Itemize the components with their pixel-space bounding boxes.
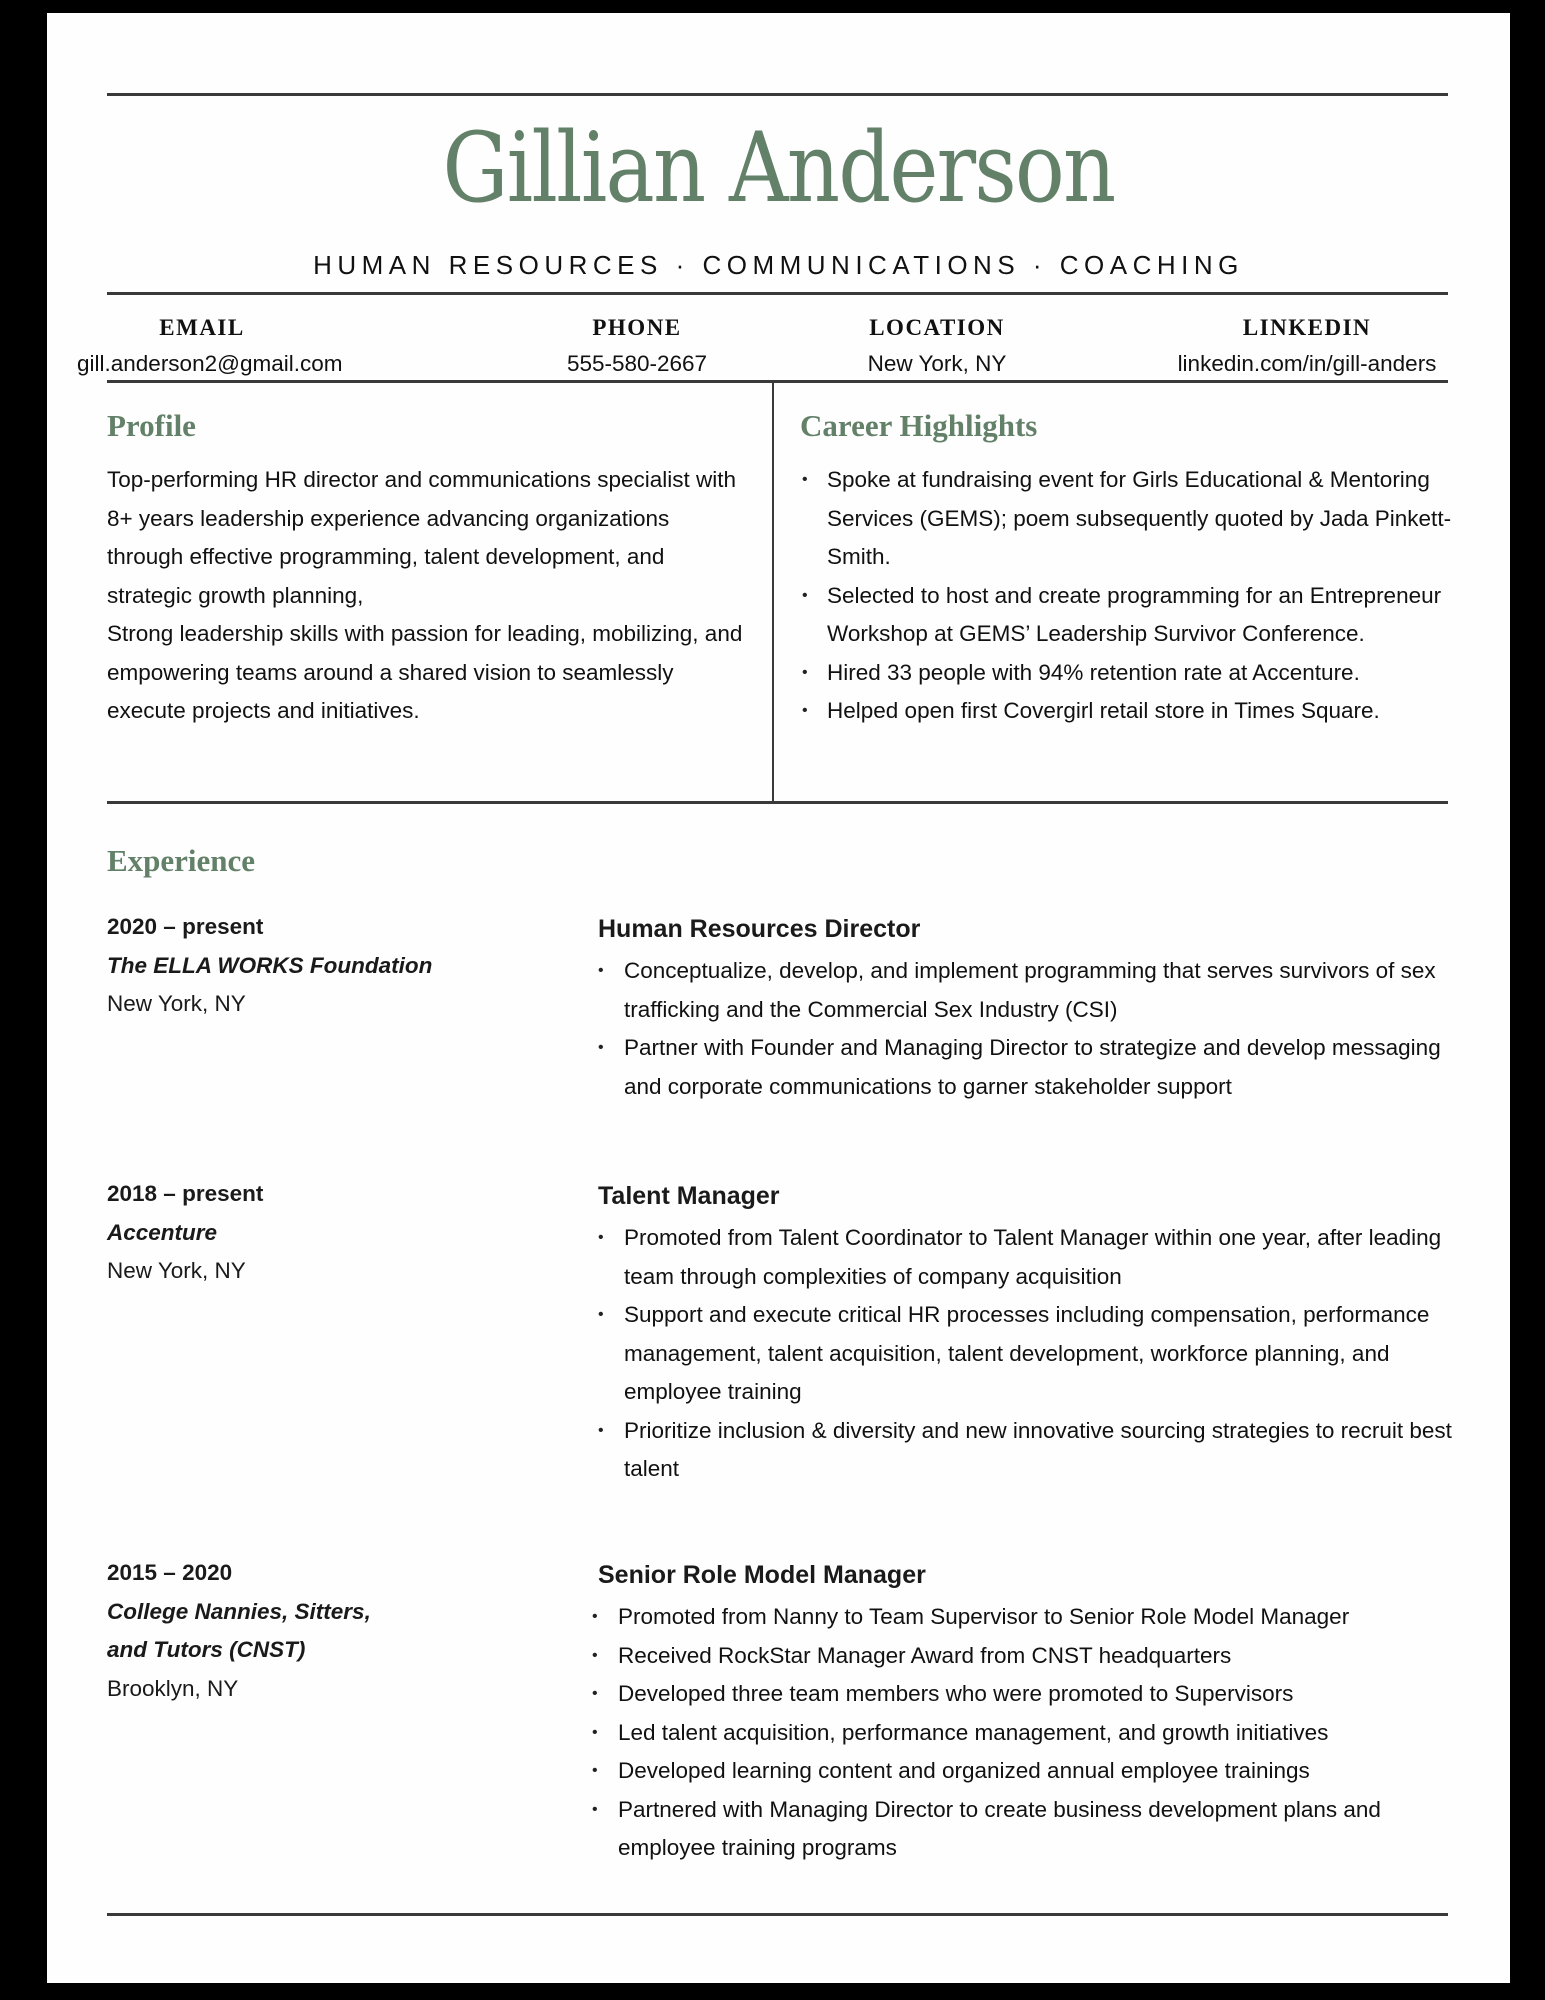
- job-dates: 2020 – present: [107, 914, 264, 939]
- column-divider: [772, 381, 774, 801]
- job-bullets: [598, 1219, 1458, 1489]
- contact-linkedin: [1147, 313, 1467, 381]
- contact-phone: [527, 313, 747, 381]
- section-rule: [107, 801, 1448, 804]
- job-bullet: • Promoted from Talent Coordinator to Talent Manager within one year, after leading team through complexities of company acquisition: [598, 1219, 1458, 1296]
- job-1-meta: [107, 908, 527, 1024]
- job-2-meta: [107, 1175, 527, 1291]
- profile-paragraph-2: Strong leadership skills with passion for leading, mobilizing, and empowering teams around a shared vision to seamlessly execute projects and initiatives.: [107, 621, 743, 723]
- job-organization-line-2: and Tutors (CNST): [107, 1637, 306, 1662]
- job-title: Human Resources Director: [598, 915, 921, 943]
- contact-label: EMAIL: [159, 315, 245, 340]
- job-organization: Accenture: [107, 1219, 218, 1245]
- candidate-name: Gillian Anderson: [442, 112, 1115, 224]
- job-organization: The ELLA WORKS Foundation: [107, 952, 433, 978]
- contact-bottom-rule: [107, 380, 1448, 383]
- job-location: New York, NY: [107, 1258, 246, 1283]
- job-title: Talent Manager: [598, 1182, 780, 1210]
- job-location: New York, NY: [107, 991, 246, 1016]
- job-bullet: • Partner with Founder and Managing Director to strategize and develop messaging and corporate communications to garner stakeholder support: [598, 1029, 1458, 1106]
- resume-page: [47, 13, 1510, 1983]
- job-3-meta: [107, 1554, 527, 1708]
- job-bullet: • Promoted from Nanny to Team Supervisor to Senior Role Model Manager: [592, 1598, 1458, 1637]
- job-bullets: [592, 1598, 1458, 1868]
- highlight-item: • Hired 33 people with 94% retention rate at Accenture.: [802, 654, 1452, 693]
- location-value: New York, NY: [867, 351, 1007, 376]
- job-bullet: • Conceptualize, develop, and implement programming that serves survivors of sex trafficking and the Commercial Sex Industry (CSI): [598, 952, 1458, 1029]
- job-location: Brooklyn, NY: [107, 1675, 239, 1701]
- top-rule: [107, 93, 1448, 96]
- highlight-item: • Spoke at fundraising event for Girls Educational & Mentoring Services (GEMS); poem subsequently quoted by Jada Pinkett-Smith.: [802, 461, 1452, 577]
- job-bullet: • Prioritize inclusion & diversity and new innovative sourcing strategies to recruit best talent: [598, 1412, 1458, 1489]
- career-highlights-heading: Career Highlights: [800, 408, 1038, 443]
- job-title: Senior Role Model Manager: [598, 1561, 926, 1589]
- job-bullet: • Received RockStar Manager Award from CNST headquarters: [592, 1637, 1458, 1676]
- contact-top-rule: [107, 292, 1448, 295]
- profile-heading: Profile: [107, 408, 196, 443]
- contact-label: LINKEDIN: [1242, 315, 1372, 340]
- job-1-details: [598, 910, 1458, 1106]
- profile-paragraph-1: Top-performing HR director and communications specialist with 8+ years leadership experience advancing organizations through effective programming, talent development, and strategic growth planning,: [107, 467, 737, 608]
- job-dates: 2015 – 2020: [107, 1560, 233, 1585]
- tagline: HUMAN RESOURCES · COMMUNICATIONS · COACHING: [313, 250, 1244, 280]
- highlight-item: • Helped open first Covergirl retail store in Times Square.: [802, 692, 1452, 731]
- job-dates: 2018 – present: [107, 1181, 264, 1206]
- job-organization-line-1: College Nannies, Sitters,: [107, 1598, 371, 1624]
- job-bullet: • Support and execute critical HR processes including compensation, performance management, talent acquisition, talent development, workforce planning, and employee training: [598, 1296, 1458, 1412]
- highlight-item: • Selected to host and create programming for an Entrepreneur Workshop at GEMS’ Leadership Survivor Conference.: [802, 577, 1452, 654]
- bottom-rule: [107, 1913, 1448, 1916]
- job-bullet: • Led talent acquisition, performance management, and growth initiatives: [592, 1714, 1458, 1753]
- linkedin-link[interactable]: linkedin.com/in/gill-anders: [1177, 351, 1437, 376]
- contact-label: PHONE: [592, 315, 682, 340]
- contact-location: [827, 313, 1047, 381]
- job-2-details: [598, 1177, 1458, 1489]
- job-bullet: • Partnered with Managing Director to create business development plans and employee training programs: [592, 1791, 1458, 1868]
- contact-label: LOCATION: [869, 315, 1005, 340]
- highlights-list: [802, 461, 1452, 731]
- job-bullets: [598, 952, 1458, 1106]
- job-bullet: • Developed three team members who were promoted to Supervisors: [592, 1675, 1458, 1714]
- email-value[interactable]: gill.anderson2@gmail.com: [77, 351, 343, 376]
- phone-value[interactable]: 555-580-2667: [566, 351, 708, 376]
- experience-heading: Experience: [107, 843, 256, 878]
- contact-email: [77, 313, 343, 381]
- job-bullet: • Developed learning content and organized annual employee trainings: [592, 1752, 1458, 1791]
- job-3-details: [598, 1556, 1458, 1868]
